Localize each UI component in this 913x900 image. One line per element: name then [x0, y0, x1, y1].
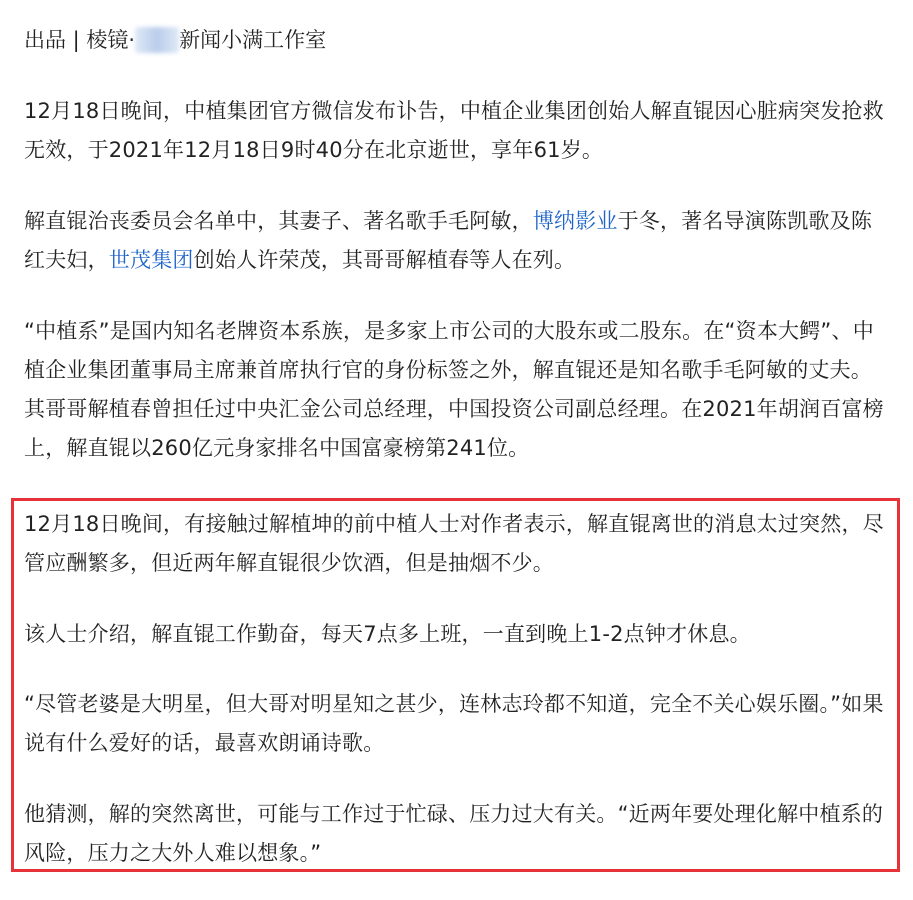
- link-bona-film[interactable]: 博纳影业: [532, 209, 618, 233]
- byline-prefix: 出品 | 棱镜·: [24, 28, 136, 52]
- paragraph-hobbies: “尽管老婆是大明星，但大哥对明星知之甚少，连林志玲都不知道，完全不关心娱乐圈。”如果说有什么爱好的话，最喜欢朗诵诗歌。: [24, 692, 884, 755]
- text-segment: 解直锟治丧委员会名单中，其妻子、著名歌手毛阿敏，: [24, 209, 533, 233]
- paragraph-zhongzhi-background: “中植系”是国内知名老牌资本系族，是多家上市公司的大股东或二股东。在“资本大鳄”、中植企业集团董事局主席兼首席执行官的身份标签之外，解直锟还是知名歌手毛阿敏的丈夫。其哥哥解植春曾担任过中央汇金公司总经理，中国投资公司副总经理。在2021年胡润百富榜上，解直锟以260亿元身家排名中国富豪榜第241位。: [24, 319, 884, 460]
- paragraph-speculation: 他猜测，解的突然离世，可能与工作过于忙碌、压力过大有关。“近两年要处理化解中植系的风险，压力之大外人难以想象。”: [24, 802, 884, 865]
- paragraph-work-habits: 该人士介绍，解直锟工作勤奋，每天7点多上班，一直到晚上1-2点钟才休息。: [24, 622, 751, 646]
- paragraph-funeral-committee: [24, 202, 892, 280]
- link-shimao-group[interactable]: 世茂集团: [108, 248, 194, 272]
- byline-suffix: 新闻小满工作室: [179, 28, 327, 52]
- paragraph-source-statement: 12月18日晚间，有接触过解植坤的前中植人士对作者表示，解直锟离世的消息太过突然，尽管应酬繁多，但近两年解直锟很少饮酒，但是抽烟不少。: [24, 512, 884, 575]
- paragraph-obituary: 12月18日晚间，中植集团官方微信发布讣告，中植企业集团创始人解直锟因心脏病突发抢救无效，于2021年12月18日9时40分在北京逝世，享年61岁。: [24, 99, 884, 162]
- text-segment: 创始人许荣茂，其哥哥解植春等人在列。: [193, 248, 576, 272]
- text-segment: 于冬，著名导演陈凯歌及陈红夫妇，: [24, 209, 873, 272]
- blurred-text: [135, 27, 179, 53]
- byline: [24, 22, 326, 58]
